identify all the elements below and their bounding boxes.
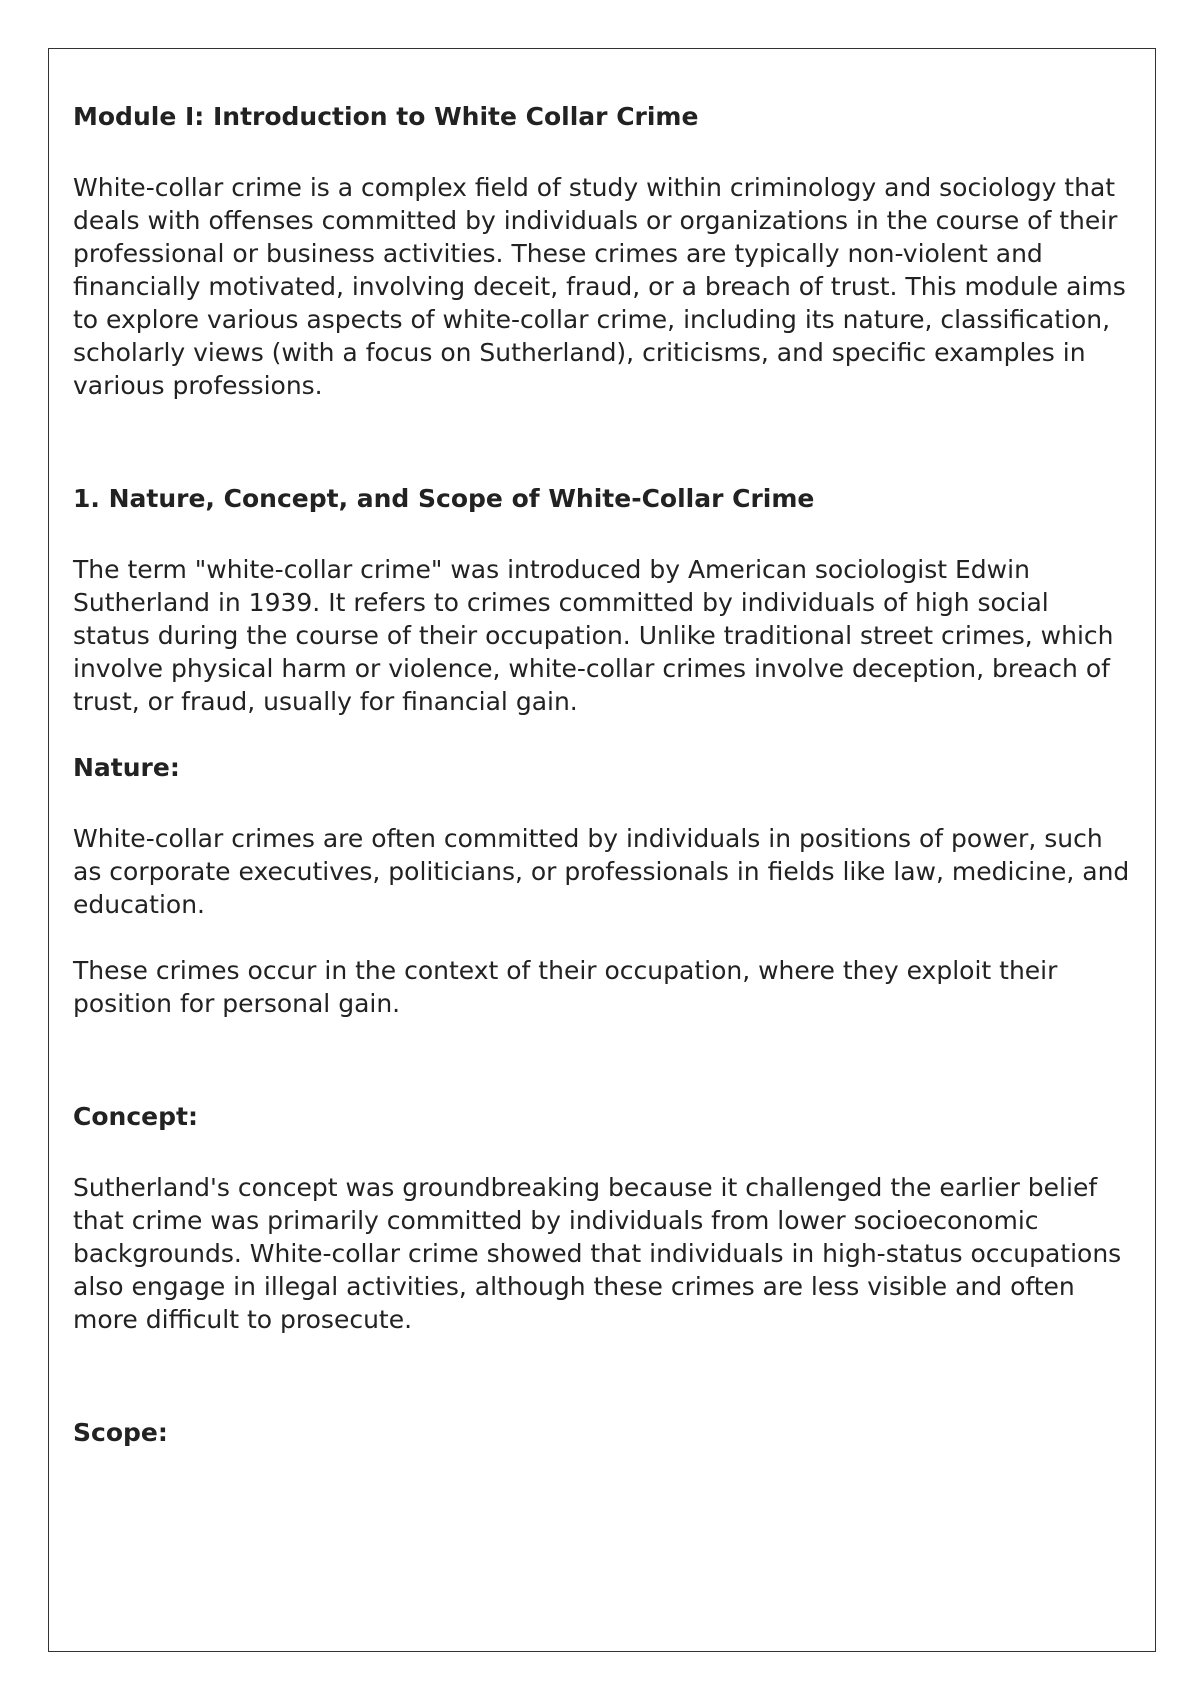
module-title: Module I: Introduction to White Collar Crime	[73, 102, 699, 131]
nature-paragraph-1: White-collar crimes are often committed by individuals in positions of power, such as corporate executives, politicians, or professionals in fields like law, medicine, and education.	[73, 824, 1130, 919]
nature-paragraph-2: These crimes occur in the context of their occupation, where they exploit their position for personal gain.	[73, 956, 1058, 1018]
concept-paragraph: Sutherland's concept was groundbreaking because it challenged the earlier belief that crime was primarily committed by individuals from lower socioeconomic backgrounds. White-collar crime showed that individuals in high-status occupations also engage in illegal activities, although these crimes are less visible and often more difficult to prosecute.	[73, 1173, 1122, 1334]
document-body	[73, 100, 1133, 1449]
section-paragraph-definition: The term "white-collar crime" was introduced by American sociologist Edwin Sutherland in 1939. It refers to crimes committed by individuals of high social status during the course of their occupation. Unlike traditional street crimes, which involve physical harm or violence, white-collar crimes involve deception, breach of trust, or fraud, usually for financial gain.	[73, 555, 1114, 716]
subheading-scope: Scope:	[73, 1418, 168, 1447]
intro-paragraph: White-collar crime is a complex field of study within criminology and sociology that deals with offenses committed by individuals or organizations in the course of their professional or business activities. These crimes are typically non-violent and financially motivated, involving deceit, fraud, or a breach of trust. This module aims to explore various aspects of white-collar crime, including its nature, classification, scholarly views (with a focus on Sutherland), criticisms, and specific examples in various professions.	[73, 173, 1126, 400]
subheading-nature: Nature:	[73, 753, 180, 782]
section-heading-nature-concept-scope: 1. Nature, Concept, and Scope of White-Collar Crime	[73, 484, 815, 513]
subheading-concept: Concept:	[73, 1102, 198, 1131]
